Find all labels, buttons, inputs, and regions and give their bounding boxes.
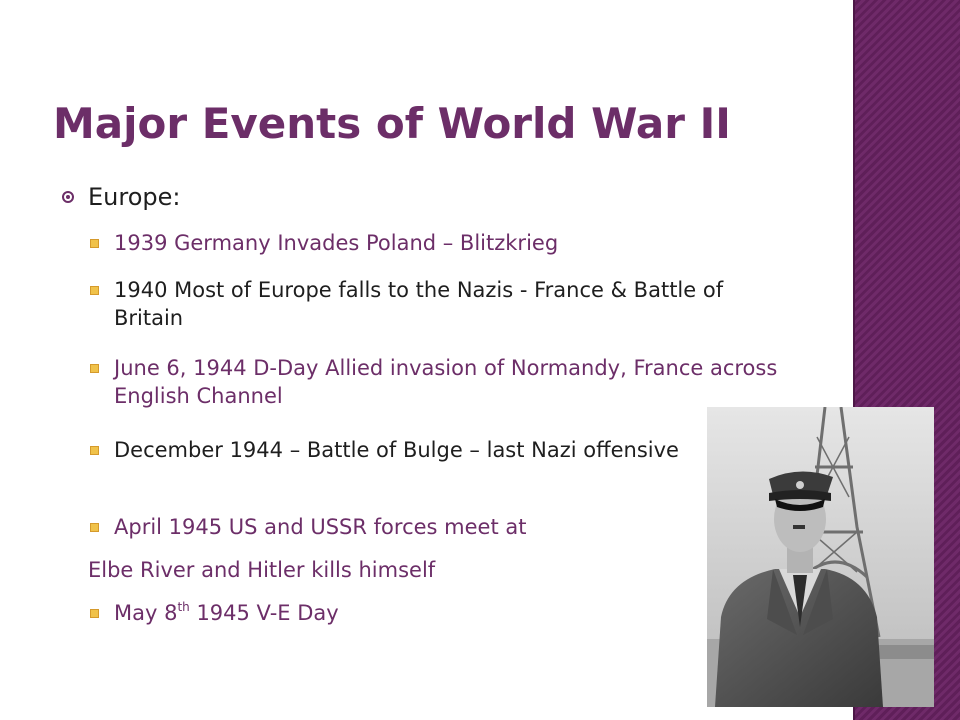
list-item-text bbox=[114, 599, 784, 627]
date-prefix: May 8 bbox=[114, 601, 178, 625]
list-item-text: 1940 Most of Europe falls to the Nazis - France & Battle of Britain bbox=[114, 278, 724, 330]
list-item-text: December 1944 – Battle of Bulge – last Nazi offensive bbox=[114, 438, 679, 462]
square-icon bbox=[90, 239, 99, 248]
historical-photo bbox=[707, 407, 934, 707]
list-item-text: June 6, 1944 D-Day Allied invasion of Normandy, France across English Channel bbox=[114, 356, 778, 408]
ordinal-superscript: th bbox=[177, 600, 190, 614]
slide-title: Major Events of World War II bbox=[53, 99, 731, 148]
list-item-text: 1939 Germany Invades Poland – Blitzkrieg bbox=[114, 231, 559, 255]
date-suffix: 1945 V-E Day bbox=[189, 601, 339, 625]
square-icon bbox=[90, 286, 99, 295]
square-icon bbox=[90, 446, 99, 455]
square-icon bbox=[90, 609, 99, 618]
section-heading-label: Europe: bbox=[88, 183, 181, 211]
square-icon bbox=[90, 364, 99, 373]
continuation-text: Elbe River and Hitler kills himself bbox=[88, 558, 436, 582]
circle-dot-icon bbox=[62, 191, 74, 203]
photo-illustration bbox=[707, 407, 934, 707]
list-item-text: April 1945 US and USSR forces meet at bbox=[114, 515, 527, 539]
square-icon bbox=[90, 523, 99, 532]
